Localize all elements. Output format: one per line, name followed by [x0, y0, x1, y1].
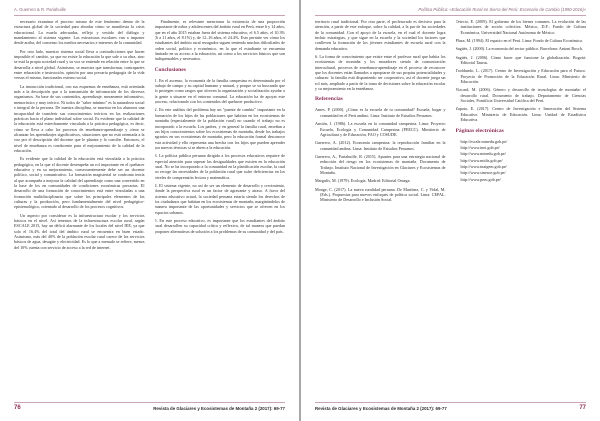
section-heading-web-pages: Páginas electrónicas — [455, 127, 504, 134]
reference-entry: Ansión, J. (1986). La escuela en la comunidad campesina. Lima: Proyecto Escuela, Ecología y Comunidad Campesina (PEECC). Ministerio de Agricultura y de Educación, FAO y COSUDE. — [315, 121, 446, 137]
footer-right — [315, 402, 586, 412]
reference-entry: Zapata, E. (2017). Centro de Investigación e Innovación del Sistema Educativo. Ministerio de Educación. Lima: Unidad de Estadística Educativa. — [455, 106, 586, 123]
web-link[interactable]: http://www.inaigem.gob.pe/ — [460, 163, 507, 169]
section-heading-conclusions: Conclusiones — [154, 66, 186, 73]
web-link[interactable]: http://www.sineace.gob.pe/ — [460, 170, 506, 176]
footer-left — [14, 402, 285, 412]
reference-entry: Sagüés, J. (2006). Cómo hacer que funcione la globalización. Bogotá: Editorial Taurus. — [455, 54, 586, 66]
right-column-2 — [456, 19, 587, 397]
list-item: 1. En el ascenso, la economía de la familia campesina es determinada por el trabajo de campo y su capital humano y natural, y porque se va buscando que lo protegen como rasgos que ofrecen la organización y socialización ayudar a la gente a situarse en el entorno comunal. La educación ha de apoyar este proceso, relacionado con los contenidos del quehacer productivo. — [154, 77, 285, 105]
right-column-1 — [315, 19, 446, 397]
section-heading-references: Referencias — [315, 96, 343, 103]
reference-entry: Sagüés, J. (2000). La economía del sector público. Barcelona: Antoni Bosch. — [455, 46, 583, 52]
left-column-2 — [155, 19, 286, 397]
page-number: 77 — [579, 405, 586, 411]
right-page-columns — [315, 19, 586, 397]
web-link[interactable]: http://www.inei.gob.pe/ — [460, 144, 500, 150]
paragraph: Un aspecto por considerar es la infraestructura escolar y los servicios básicos en el nivel. Así tenemos de la infraestructura escolar rural, según ESCALE 2015, hay un déficit alarmante de los locales del nivel IEE, ya que solo el 16.4% del total del ámbito rural se encuentra en buen estado. Asimismo, más del 40% de la población escolar rural carece de los servicios básicos de agua, desagüe y electricidad. Es lo que a menudo se refiere, menos del 10% cuenta con servicio de acceso a la red de internet. — [14, 212, 145, 250]
journal-citation: Revista de Glaciares y Ecosistemas de Montaña 2 (2017): 69-77 — [153, 406, 285, 411]
reference-entry: Ames, P. (2000). ¿Cómo es la escuela de tu comunidad? Escuela, hogar y comunidad en el Perú andino. Lima: Instituto de Estudios Peruanos. — [315, 107, 446, 118]
paragraph: Finalmente, es relevante mencionar la existencia de una proporción importante de niños y adolescentes del ámbito rural en Perú, entre 6 y 14 años, que en el año 2015 estaban fuera del sistema educativo, el 6.5 años, el 10.3% (6 a 11 años, el 8.1%) y, de 12–16 años, el 24.4%. Esto permite ver cómo los estudiantes del ámbito rural rezagados siguen teniendo muchas dificultades de orden social, político y económico, en la que el estudiante se encuentra limitado en su acceso a la educación, así como a los servicios básicos que son indispensables y necesarios. — [154, 19, 285, 62]
journal-citation: Revista de Glaciares y Ecosistemas de Montaña 2 (2017): 69-77 — [315, 406, 447, 411]
left-page — [0, 0, 299, 421]
reference-entry: Margulis, M. (1979). Ecología. Madrid: Editorial Omega. — [315, 178, 411, 184]
reference-entry: Guerrero, A. (2012). Economía campesina: la reproducción familiar en la comunidad andina. Lima: Instituto de Estudios Peruanos. — [315, 140, 446, 151]
reference-entry: Vizcard, M. (2006). Género y desarrollo de tecnologías de montaña: el desarrollo rural. Documento de trabajo. Departamento de Ciencias Sociales, Pontificia Universidad Católica del Perú. — [455, 87, 586, 104]
running-head-authors: A. Guerrero & R. Pariahuille — [14, 7, 66, 12]
list-item: 6. La forma de conocimiento que existe entre el profesor rural que habita los ecosistemas de montaña y los moradores siendo de comunicación intercultural, procesos de enseñanza-aprendizaje en el proceso de reconocer que los docentes están llamados a apropiarse de sus propias potencialidades y culturas: la familia está disponiendo ser cooperativo, así el docente juega un rol más, ampliado a partir de la toma de decisiones sobre la educación escolar y su mejoramiento en la enseñanza. — [315, 54, 446, 92]
paragraph: Por otro lado, muestro sistema social lleva a contradicciones que hacen imposible el cambio, ya que no existe la educación la que sale a su obra, sino se está la propia sociedad rural y su voz se entiende en relación entre lo que se desarrolla a nivel global. Asimismo, se muestra que transformar, contrapartes entre educación e instrucción, opinión por una precaria pedagogía de la vida versus el mismo, funcionales externo social. — [14, 48, 145, 81]
running-head-left — [14, 7, 285, 16]
reference-entry: Monge, C. (2017). La nueva ruralidad peruana. De Martínez, C. y Vidal, M. (Eds.). Propuestas para nuevos enfoques de política social. Lima: CEPAL. Ministerio de Desarrollo e Inclusión Social. — [315, 186, 446, 203]
right-page — [301, 0, 600, 421]
list-item: 4. El sistema vigente, no así de ser un elemento de desarrollo y crecimiento, donde la perspectiva rural es un factor de agravante y atraso. A favor del sistema educativo actual, la sociedad peruana estaría siendo los derechos de los ciudadanos que habitan en los ecosistemas de montaña, marginándolos de manera importante de las oportunidades y servicios que se ofrecen en los espacios urbanos. — [154, 182, 285, 215]
paragraph: La instrucción tradicional, con sus esquemas de enseñanza, está orientada más a la descripción que a la transmisión de información de los diversos organismos. Su base de sus contenidos, aprendizaje, meramente informativo, memorístico y muy teórico. Ni todos de "saber mínimo" es la naturaleza social e integral de la persona. De nuestra disciplina, se muestra en los alumnos una incapacidad de transferir sus conocimientos teóricos en las realizaciones prácticas hacia el plano individual sobre social. Es evidente que la calidad de la educación está estrechamente vinculada a la práctica pedagógica, es decir, cómo se lleva a cabo los procesos de enseñanza-aprendizaje y cómo se alcanzan los aprendizajes significativos, situaciones que no está orientada a la voz por el descripción del docente que le plantea y lo concibe. Entonces, el nivel de enseñanza es conducente para el mejoramiento de la calidad de la educación. — [14, 83, 145, 153]
reference-entry: Guerrero, A., Pariahuille, R. (2015). Apuntes para una estrategia nacional de reducción del riesgo en los ecosistemas de montaña. Documento de Trabajo. Instituto Nacional de Investigación en Glaciares y Ecosistemas de Montaña. — [315, 153, 446, 175]
web-link[interactable]: http://www.peru.gob.pe/ — [460, 176, 501, 182]
paragraph: Es evidente que la calidad de la educación está vinculada a la práctica pedagógica, en la que el docente desempeña un rol importante en el quehacer educativo y en su mejoramiento, consecuentemente debe ser un docente político, social y comunicativo. La formación magisterial se confronta teoría al que acompaña a mejorar la calidad del aprendizaje como una convertido en la base de los en comunidades de condiciones económicas precarias. El desarrollo de una formación de conocimientos está entre vinculadas a una formación multidisciplinaria que sobre los principales elementos de las culturas y la producción, pero fundamentalmente del nivel pedagógico-epistemológico, orientado al desarrollo de los procesos cognitivos. — [14, 156, 145, 210]
list-item: 3. La política pública peruana dirigida a los procesos educativos requiere de especial atención para superar las desigualdades que existen en la educación rural. No se ha incorporado a la comunidad en la planificación escolar, la cual no recoge las necesidades de la población rural que sufre deficiencias en los niveles de comprensión lectora y matemática. — [154, 153, 285, 180]
paragraph: necesario examinar el proceso mismo de este fenómeno dentro de la estructura global de la sociedad para abordar cómo se manifiesta la crisis educacional. La esuela adecuadas, reflejo y vestido del diálogo y mandamiento al sistema vigente. Las estructuras escolares van a imponer desde arriba, del consenso los medios necesarios e intereses de la comunidad. — [14, 19, 145, 46]
web-link[interactable]: http://www.minedu.gob.pe/ — [460, 151, 506, 157]
page-number: 76 — [14, 405, 21, 411]
left-column-1 — [14, 19, 145, 397]
reference-entry: Tooldundo, L. (2017). Centro de Investigación y Educación para el Futuro. Proyecto de Promoción de la Educación Rural. Lima: Ministerio de Educación. — [455, 68, 586, 85]
list-item: 5. En este proceso educativo, es importante que los estudiantes del ámbito rural desarrollen su capacidad crítica y reflexiva, de tal manera que puedan proponer alternativas de solución a los problemas de su comunidad y del país. — [154, 218, 285, 234]
web-link[interactable]: http://www.midis.gob.pe/ — [460, 157, 503, 163]
left-page-columns — [14, 19, 285, 397]
running-head-right — [315, 7, 586, 16]
running-head-title: Política Pública: «Educación Rural en Sierra del Perú: Escenario de Cambio (1990-2016)» — [418, 7, 586, 12]
web-link[interactable]: http://escale.minedu.gob.pe/ — [460, 138, 508, 144]
reference-entry: Plaza, M. (1994). El espacio en el Perú. Lima: Fondo de Cultura Económica. — [455, 38, 583, 44]
list-item: 2. En este análisis del problema hay un "puente de cambio" importante en la formación de los hijos de las poblaciones que habitan en los ecosistemas de montaña (especialmente de la población rural) no cuando el trabajo no es incorporado a la escuela. Los padres, y en general la familia rural, enseñan a sus hijos conocimientos sobre los ecosistemas de montaña, desde los trabajos agrarios en sus ecosistemas de montaña, pero la educación formal desconoce esta actividad y ello representa una brecha con los hijos que pueden aprender por nuevas técnicas si se abren a la educación. — [154, 107, 285, 150]
paragraph: territorio rural tradicional. Por otra parte, el profesorado es decisivo para la atención, a partir de este enfoque, sobre la calidad, a la par de las sociedades de la comunidad. Con el apoyo de la escuela, en el cual el docente logra incluir estrategias, y que sigue en la escuela y la sociedad los factores que conlleven la formación de los jóvenes estudiantes de escuela rural con la demanda educativa. — [315, 19, 446, 51]
reference-entry: Ortecio, E. (2009). El gobierno de los bienes comunes. La evolución de las instituciones de acción colectiva. México, D.F.: Fondo de Cultura Económica, Universidad Nacional Autónoma de México. — [455, 19, 586, 35]
